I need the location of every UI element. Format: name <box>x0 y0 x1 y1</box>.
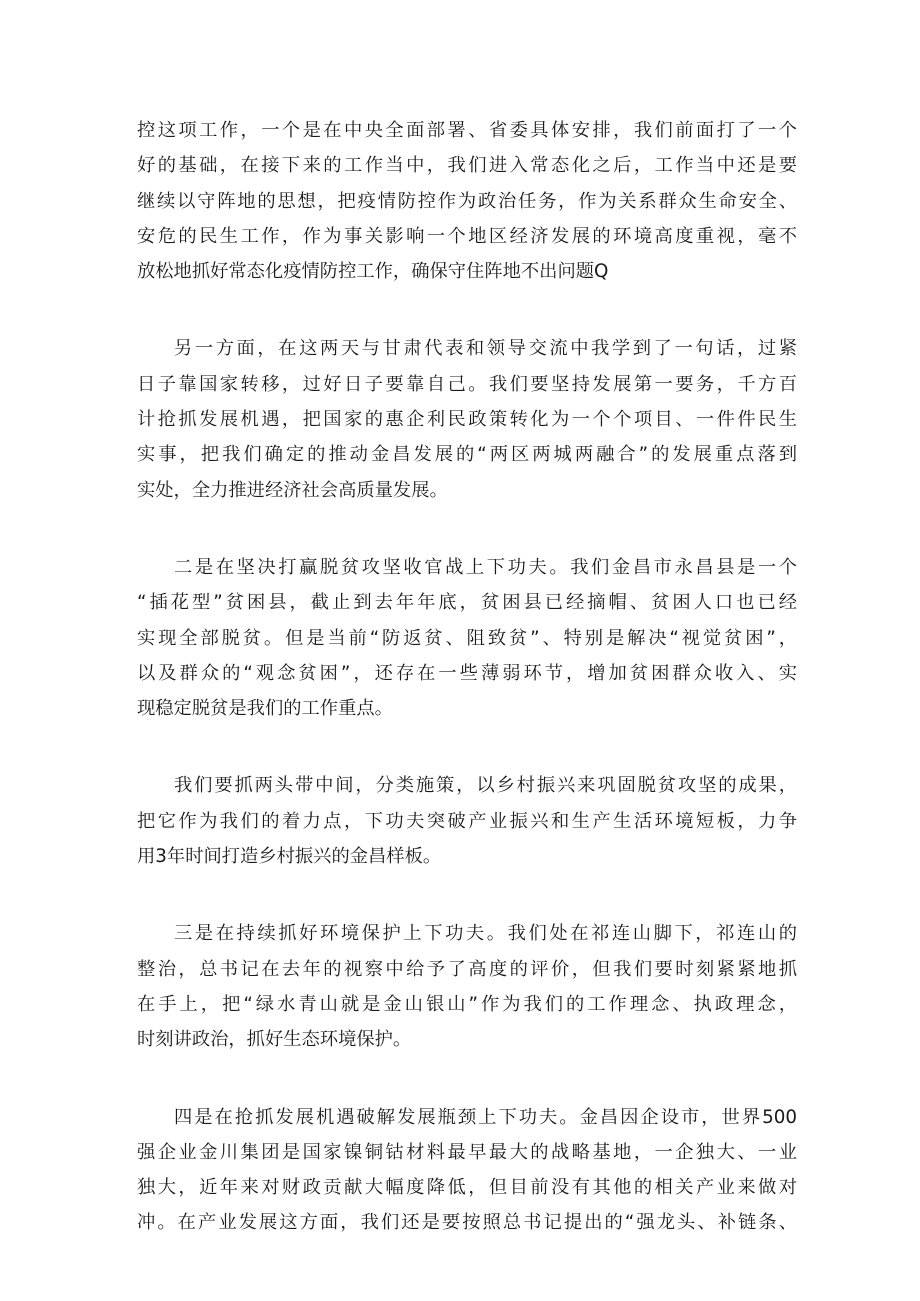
text-line: 实处，全力推进经济社会高质量发展。 <box>137 479 448 501</box>
text-line: 计抢抓发展机遇，把国家的惠企利民政策转化为一个个项目、一件件民生 <box>137 409 797 431</box>
paragraph <box>137 113 797 289</box>
text-line: 三是在持续抓好环境保护上下功夫。我们处在祁连山脚下，祁连山的 <box>174 923 797 945</box>
text-line: 用3年时间打造乡村振兴的金昌样板。 <box>137 846 442 868</box>
text-line: 独大，近年来对财政贡献大幅度降低，但目前没有其他的相关产业来做对 <box>137 1177 797 1199</box>
text-line: 实事，把我们确定的推动金昌发展的“两区两城两融合”的发展重点落到 <box>137 444 797 466</box>
paragraph <box>137 916 797 1057</box>
text-line: 整治，总书记在去年的视察中给予了高度的评价，但我们要时刻紧紧地抓 <box>137 958 797 980</box>
text-line: “插花型”贫困县，截止到去年年底，贫困县已经摘帽、贫困人口也已经 <box>137 592 797 614</box>
text-line: 实现全部脱贫。但是当前“防返贫、阻致贫”、特别是解决“视觉贫困”， <box>137 627 797 649</box>
text-line: 四是在抢抓发展机遇破解发展瓶颈上下功夫。金昌因企设市，世界500 <box>174 1106 797 1128</box>
paragraph <box>137 768 797 874</box>
text-line: 把它作为我们的着力点，下功夫突破产业振兴和生产生活环境短板，力争 <box>137 810 797 832</box>
paragraph <box>137 331 797 507</box>
text-line: 以及群众的“观念贫困”，还存在一些薄弱环节，增加贫困群众收入、实 <box>137 662 797 684</box>
text-line: 在手上，把“绿水青山就是金山银山”作为我们的工作理念、执政理念， <box>137 993 797 1015</box>
document-body <box>137 113 797 1283</box>
text-line: 继续以守阵地的思想，把疫情防控作为政治任务，作为关系群众生命安全、 <box>137 190 797 212</box>
text-line: 现稳定脱贫是我们的工作重点。 <box>137 698 393 720</box>
text-line: 二是在坚决打赢脱贫攻坚收官战上下功夫。我们金昌市永昌县是一个 <box>174 556 797 578</box>
text-line: 冲。在产业发展这方面，我们还是要按照总书记提出的“强龙头、补链条、 <box>137 1212 797 1234</box>
text-line: 放松地抓好常态化疫情防控工作，确保守住阵地不出问题Q <box>137 261 609 283</box>
text-line: 另一方面，在这两天与甘肃代表和领导交流中我学到了一句话，过紧 <box>174 338 797 360</box>
text-line: 控这项工作，一个是在中央全面部署、省委具体安排，我们前面打了一个 <box>137 120 797 141</box>
paragraph <box>137 1100 797 1241</box>
text-line: 时刻讲政治，抓好生态环境保护。 <box>137 1029 412 1051</box>
text-line: 好的基础，在接下来的工作当中，我们进入常态化之后，工作当中还是要 <box>137 155 797 177</box>
text-line: 我们要抓两头带中间，分类施策，以乡村振兴来巩固脱贫攻坚的成果， <box>174 775 797 797</box>
text-line: 强企业金川集团是国家镍铜钴材料最早最大的战略基地，一企独大、一业 <box>137 1141 797 1163</box>
text-line: 日子靠国家转移，过好日子要靠自己。我们要坚持发展第一要务，千方百 <box>137 373 797 395</box>
paragraph <box>137 550 797 726</box>
text-line: 安危的民生工作，作为事关影响一个地区经济发展的环境高度重视，毫不 <box>137 225 797 247</box>
